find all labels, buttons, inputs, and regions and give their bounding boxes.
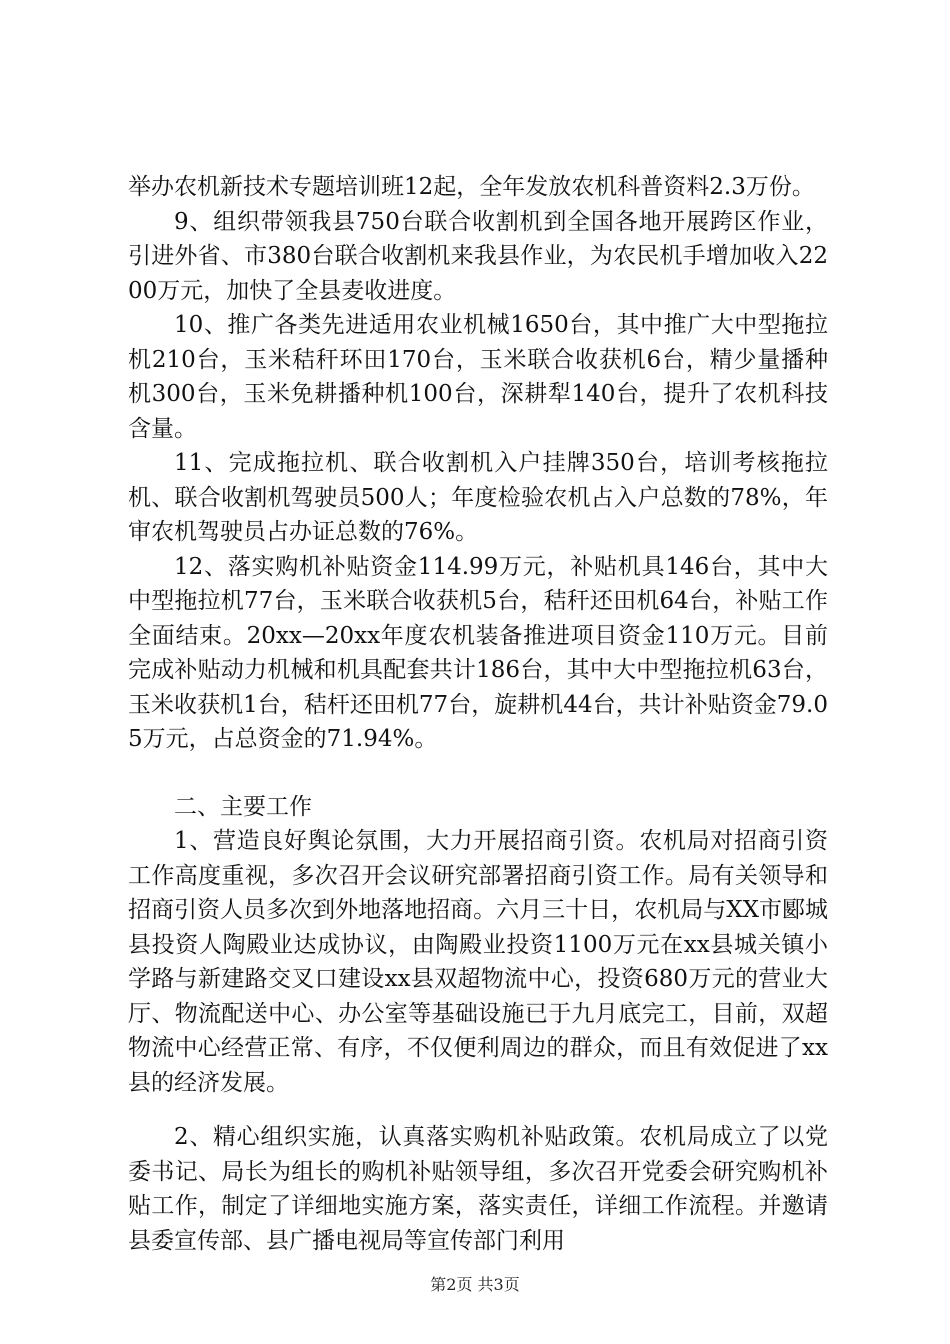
page-number-footer: 第2页 共3页 [430, 1275, 520, 1294]
document-body [128, 170, 828, 1258]
section-heading-main-work: 二、主要工作 [174, 793, 312, 820]
paragraph-main-work-1: 1、营造良好舆论氛围，大力开展招商引资。农机局对招商引资工作高度重视，多次召开会议研究部署招商引资工作。局有关领导和招商引资人员多次到外地落地招商。六月三十日，农机局与XX市郾城县投资人陶殿业达成协议，由陶殿业投资1100万元在xx县城关镇小学路与新建路交叉口建设xx县双超物流中心，投资680万元的营业大厅、物流配送中心、办公室等基础设施已于九月底完工，目前，双超物流中心经营正常、有序，不仅便利周边的群众，而且有效促进了xx县的经济发展。 [128, 828, 828, 1096]
paragraph-main-work-2: 2、精心组织实施，认真落实购机补贴政策。农机局成立了以党委书记、局长为组长的购机补贴领导组，多次召开党委会研究购机补贴工作，制定了详细地实施方案，落实责任，详细工作流程。并邀请县委宣传部、县广播电视局等宣传部门利用 [128, 1124, 828, 1254]
paragraph-item-12: 12、落实购机补贴资金114.99万元，补贴机具146台，其中大中型拖拉机77台，玉米联合收获机5台，秸秆还田机64台，补贴工作全面结束。20xx—20xx年度农机装备推进项目资金110万元。目前完成补贴动力机械和机具配套共计186台，其中大中型拖拉机63台，玉米收获机1台，秸杆还田机77台，旋耕机44台，共计补贴资金79.05万元，占总资金的71.94%。 [128, 553, 828, 752]
paragraph-item-10: 10、推广各类先进适用农业机械1650台，其中推广大中型拖拉机210台，玉米秸秆环田170台，玉米联合收获机6台，精少量播种机300台，玉米免耕播种机100台，深耕犁140台，提升了农机科技含量。 [128, 312, 828, 442]
paragraph-item-11: 11、完成拖拉机、联合收割机入户挂牌350台，培训考核拖拉机、联合收割机驾驶员500人；年度检验农机占入户总数的78%，年审农机驾驶员占办证总数的76%。 [128, 450, 828, 545]
paragraph-item-9: 9、组织带领我县750台联合收割机到全国各地开展跨区作业，引进外省、市380台联合收割机来我县作业，为农民机手增加收入2200万元，加快了全县麦收进度。 [128, 208, 828, 304]
paragraph-continued: 举办农机新技术专题培训班12起，全年发放农机科普资料2.3万份。 [128, 174, 815, 200]
